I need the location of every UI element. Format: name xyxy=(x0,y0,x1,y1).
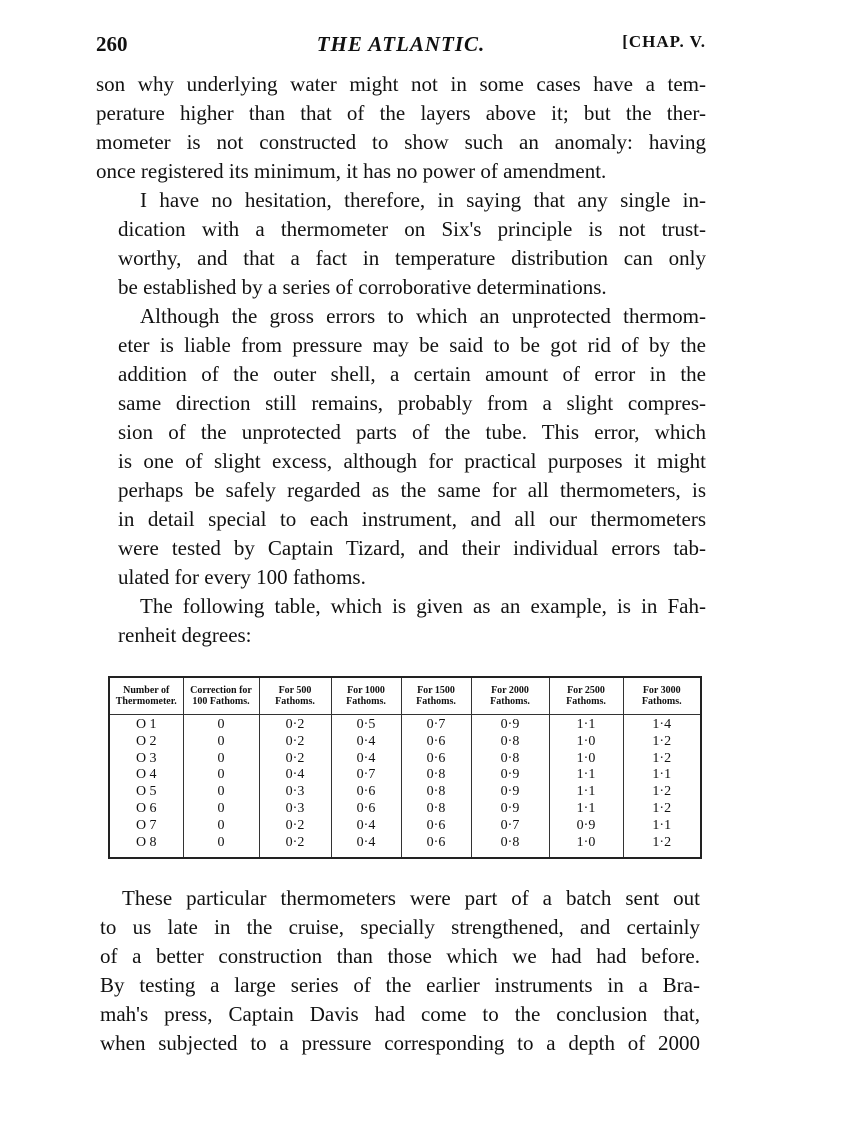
table-cell: 0·9 xyxy=(500,800,520,816)
table-cell: 0·9 xyxy=(500,767,520,783)
table-cell: 0·6 xyxy=(426,750,446,766)
table-cell: O 7 xyxy=(135,817,157,833)
table-cell: 0·8 xyxy=(426,800,446,816)
table-cell: O 8 xyxy=(135,834,157,850)
body-text-top xyxy=(96,70,706,650)
table-cell: 0·5 xyxy=(356,717,376,732)
column-2500 xyxy=(549,715,623,859)
text-line: These particular thermometers were part of a batch sent out xyxy=(122,886,700,910)
table-cell: 0·4 xyxy=(356,834,376,850)
table-cell: 1·4 xyxy=(652,717,672,732)
text-line: were tested by Captain Tizard, and their individual errors tab- xyxy=(118,536,706,560)
text-line: son why underlying water might not in some cases have a tem- xyxy=(96,72,706,96)
text-line: eter is liable from pressure may be said to be got rid of by the xyxy=(118,333,706,357)
table-cell: 0·6 xyxy=(426,733,446,749)
text-line: same direction still remains, probably from a slight compres- xyxy=(118,391,706,415)
text-line: sion of the unprotected parts of the tube. This error, which xyxy=(118,420,706,444)
table-cell: 0 xyxy=(217,750,225,766)
table-cell: 0·2 xyxy=(285,834,305,850)
table-cell: 0·3 xyxy=(285,784,305,800)
page-number: 260 xyxy=(96,32,128,56)
column-header: Correction for 100 Fathoms. xyxy=(183,677,259,715)
table-cell: 1·2 xyxy=(652,800,672,816)
column-header: For 1500 Fathoms. xyxy=(401,677,471,715)
table-cell: 0·4 xyxy=(285,767,305,783)
table-cell: 0·8 xyxy=(500,733,520,749)
table-cell: 1·1 xyxy=(652,767,672,783)
text-line: dication with a thermometer on Six's principle is not trust- xyxy=(118,217,706,241)
table-cell: 1·0 xyxy=(576,733,596,749)
table-cell: 1·2 xyxy=(652,733,672,749)
table-cell: 0·9 xyxy=(500,717,520,732)
table-cell: 0·2 xyxy=(285,717,305,732)
table-cell: 1·1 xyxy=(576,767,596,783)
table-cell: 0 xyxy=(217,834,225,850)
table-cell: 0·4 xyxy=(356,733,376,749)
column-500 xyxy=(259,715,331,859)
text-line: is one of slight excess, although for practical purposes it might xyxy=(118,449,706,473)
table-cell: O 4 xyxy=(135,767,157,783)
text-line: perature higher than that of the layers above it; but the ther- xyxy=(96,101,706,125)
table-cell: 0·3 xyxy=(285,800,305,816)
table-cell: 0·2 xyxy=(285,817,305,833)
table-cell: 1·1 xyxy=(576,800,596,816)
table-cell: 1·0 xyxy=(576,834,596,850)
column-header: For 3000 Fathoms. xyxy=(623,677,701,715)
table-cell: 1·2 xyxy=(652,784,672,800)
correction-table-grid xyxy=(108,676,702,859)
table-body-row xyxy=(109,715,701,859)
correction-table xyxy=(108,676,700,859)
column-1000 xyxy=(331,715,401,859)
table-cell: 1·2 xyxy=(652,834,672,850)
paragraph-5 xyxy=(100,884,700,1058)
table-cell: 0·9 xyxy=(576,817,596,833)
table-cell: 0 xyxy=(217,784,225,800)
column-header: For 2500 Fathoms. xyxy=(549,677,623,715)
table-cell: 0·2 xyxy=(285,750,305,766)
table-cell: 0 xyxy=(217,717,225,732)
column-header: For 1000 Fathoms. xyxy=(331,677,401,715)
table-cell: 0·8 xyxy=(500,834,520,850)
text-line: By testing a large series of the earlier instruments in a Bra- xyxy=(100,973,700,997)
text-line: when subjected to a pressure corresponding to a depth of 2000 xyxy=(100,1031,700,1055)
text-line: mometer is not constructed to show such an anomaly: having xyxy=(96,130,706,154)
table-cell: 0 xyxy=(217,767,225,783)
table-cell: 0·6 xyxy=(356,800,376,816)
paragraph-3 xyxy=(96,302,706,592)
column-thermometer-number xyxy=(109,715,183,859)
column-2000 xyxy=(471,715,549,859)
text-line: of a better construction than those which we had had before. xyxy=(100,944,700,968)
table-cell: 0·7 xyxy=(500,817,520,833)
table-cell: 0·4 xyxy=(356,817,376,833)
text-line: be established by a series of corroborative determinations. xyxy=(118,275,607,299)
table-cell: O 6 xyxy=(135,800,157,816)
text-line: perhaps be safely regarded as the same for all thermometers, is xyxy=(118,478,706,502)
text-line: addition of the outer shell, a certain amount of error in the xyxy=(118,362,706,386)
column-header: For 2000 Fathoms. xyxy=(471,677,549,715)
table-cell: 0·2 xyxy=(285,733,305,749)
table-cell: 1·1 xyxy=(652,817,672,833)
table-cell: 1·1 xyxy=(576,784,596,800)
text-line: renheit degrees: xyxy=(118,623,252,647)
text-line: in detail special to each instrument, and all our thermometers xyxy=(118,507,706,531)
table-header-row xyxy=(109,677,701,715)
chapter-label: [CHAP. V. xyxy=(622,32,706,51)
body-text-bottom xyxy=(100,884,700,1058)
column-correction-100 xyxy=(183,715,259,859)
table-cell: 0·8 xyxy=(500,750,520,766)
table-cell: O 1 xyxy=(135,717,157,732)
table-cell: 0·7 xyxy=(356,767,376,783)
table-cell: 1·1 xyxy=(576,717,596,732)
text-line: once registered its minimum, it has no power of amendment. xyxy=(96,159,607,183)
table-cell: 0 xyxy=(217,817,225,833)
table-cell: 0·8 xyxy=(426,784,446,800)
column-3000 xyxy=(623,715,701,859)
table-cell: 1·0 xyxy=(576,750,596,766)
table-cell: 0·6 xyxy=(426,834,446,850)
text-line: I have no hesitation, therefore, in saying that any single in- xyxy=(140,188,706,212)
page-header xyxy=(96,32,706,58)
table-cell: O 5 xyxy=(135,784,157,800)
table-cell: 0·6 xyxy=(356,784,376,800)
table-cell: 0 xyxy=(217,733,225,749)
text-line: worthy, and that a fact in temperature distribution can only xyxy=(118,246,706,270)
text-line: mah's press, Captain Davis had come to the conclusion that, xyxy=(100,1002,700,1026)
column-header: For 500 Fathoms. xyxy=(259,677,331,715)
table-cell: 0·4 xyxy=(356,750,376,766)
table-cell: 0·7 xyxy=(426,717,446,732)
table-cell: O 2 xyxy=(135,733,157,749)
paragraph-4 xyxy=(96,592,706,650)
table-cell: O 3 xyxy=(135,750,157,766)
paragraph-1 xyxy=(96,70,706,186)
text-line: ulated for every 100 fathoms. xyxy=(118,565,366,589)
running-title: THE ATLANTIC. xyxy=(316,32,486,56)
text-line: The following table, which is given as an example, is in Fah- xyxy=(140,594,706,618)
column-header: Number of Thermometer. xyxy=(109,677,183,715)
table-cell: 1·2 xyxy=(652,750,672,766)
table-cell: 0 xyxy=(217,800,225,816)
table-cell: 0·8 xyxy=(426,767,446,783)
table-cell: 0·6 xyxy=(426,817,446,833)
table-cell: 0·9 xyxy=(500,784,520,800)
text-line: to us late in the cruise, specially strengthened, and certainly xyxy=(100,915,700,939)
text-line: Although the gross errors to which an unprotected thermom- xyxy=(140,304,706,328)
column-1500 xyxy=(401,715,471,859)
paragraph-2 xyxy=(96,186,706,302)
